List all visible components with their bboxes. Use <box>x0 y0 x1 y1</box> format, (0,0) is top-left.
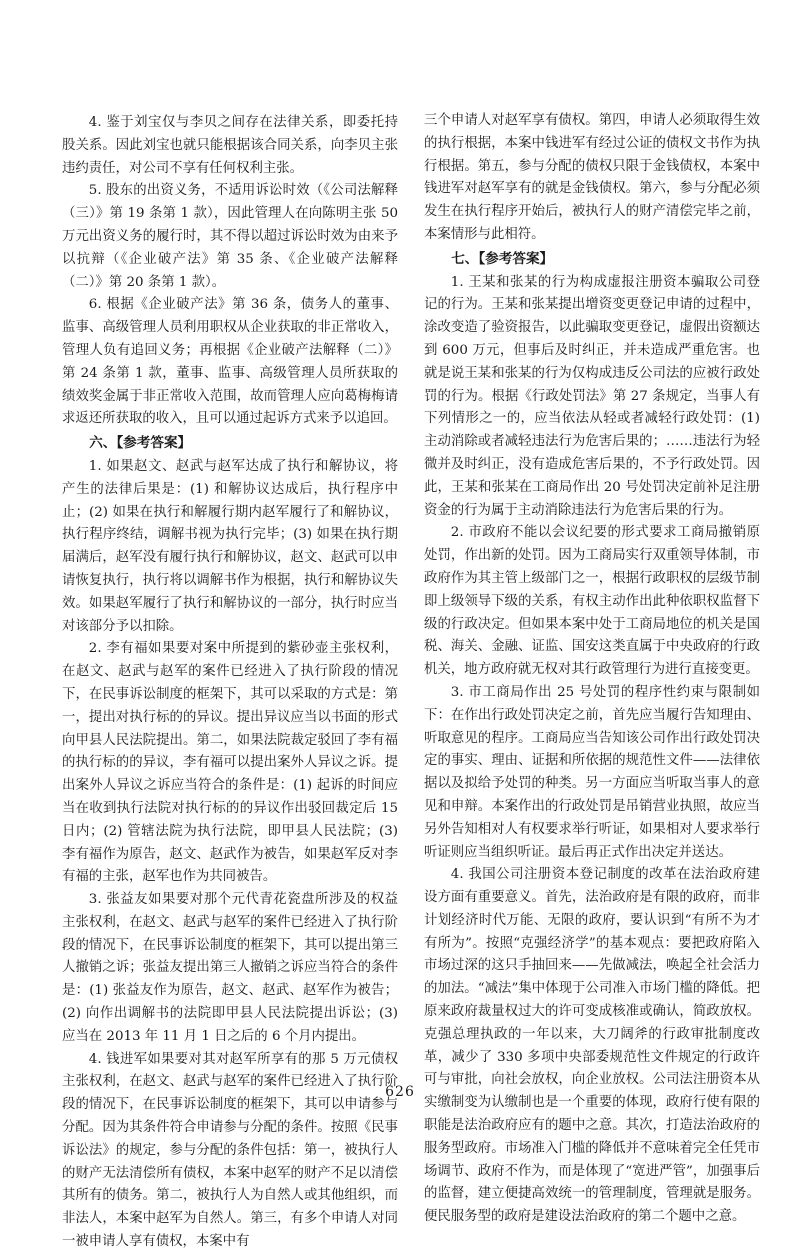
section-7-answer-3: 3. 市工商局作出 25 号处罚的程序性约束与限制如下：在作出行政处罚决定之前，首先应当履行告知理由、听取意见的程序。工商局应当告知该公司作出行政处罚决定的事实、理由、证据和所依据的规范性文件——法律依据以及拟给予处罚的种类。另一方面应当听取当事人的意见和申辩。本案作出的行政处罚是吊销营业执照，故应当另外告知相对人有权要求举行听证，如果相对人要求举行听证则应当组织听证。最后再正式作出决定并送达。 <box>424 684 760 860</box>
page-number: 626 <box>385 1084 415 1100</box>
section-6-answer-4-continued: 三个申请人对赵军享有债权。第四，申请人必须取得生效的执行根据，本案中钱进军有经过公证的债权文书作为执行根据。第五，参与分配的债权只限于金钱债权，本案中钱进军对赵军享有的就是金钱债权。第六，参与分配必须发生在执行程序开始后，被执行人的财产清偿完毕之前，本案情形与此相符。 <box>424 113 760 242</box>
section-7-answer-2: 2. 市政府不能以会议纪要的形式要求工商局撤销原处罚，作出新的处罚。因为工商局实行双重领导体制，市政府作为其主管上级部门之一，根据行政职权的层级节制即上级领导下级的关系，有权主动作出此种依职权监督下级的行政决定。但如果本案中处于工商局地位的机关是国税、海关、金融、证监、国安这类直属于中央政府的行政机关，地方政府就无权对其行政管理行为进行直接变更。 <box>424 525 760 678</box>
left-column <box>62 112 398 1254</box>
paragraph-item-5: 5. 股东的出资义务，不适用诉讼时效（《公司法解释（三）》第 19 条第 1 款），因此管理人在向陈明主张 50 万元出资义务的履行时，其不得以超过诉讼时效为由来予以抗辩（《企业破产法》第 35 条、《企业破产法解释（二）》第 20 条第 1 款）。 <box>62 183 398 290</box>
section-7-heading: 七、【参考答案】 <box>451 250 554 267</box>
section-6-answer-3: 3. 张益友如果要对那个元代青花瓷盘所涉及的权益主张权利，在赵文、赵武与赵军的案件已经进入了执行阶段的情况下，在民事诉讼制度的框架下，其可以提出第三人撤销之诉；张益友提出第三人撤销之诉应当符合的条件是：(1) 张益友作为原告，赵文、赵武、赵军作为被告；(2) 向作出调解书的法院即甲县人民法院提出诉讼；(3) 应当在 2013 年 11 月 1 日之后的 6 个月内提出。 <box>62 892 398 1044</box>
section-6-answer-2: 2. 李有福如果要对案中所提到的紫砂壶主张权利，在赵文、赵武与赵军的案件已经进入了执行阶段的情况下，在民事诉讼制度的框架下，其可以采取的方式是：第一，提出对执行标的的异议。提出异议应当以书面的形式向甲县人民法院提出。第二，如果法院裁定驳回了李有福的执行标的的异议，李有福可以提出案外人异议之诉。提出案外人异议之诉应当符合的条件是：(1) 起诉的时间应当在收到执行法院对执行标的的异议作出驳回裁定后 15 日内；(2) 管辖法院为执行法院，即甲县人民法院；(3) 李有福作为原告，赵文、赵武作为被告，如果赵军反对李有福的主张，赵军也作为共同被告。 <box>62 641 398 885</box>
paragraph-item-6: 6. 根据《企业破产法》第 36 条，债务人的董事、监事、高级管理人员利用职权从企业获取的非正常收入，管理人负有追回义务；再根据《企业破产法解释（二）》第 24 条第 1 款，董事、监事、高级管理人员所获取的绩效奖金属于非正常收入范围，故而管理人应向葛梅梅请求返还所获取的收入，且可以通过起诉方式来予以追回。 <box>62 297 398 427</box>
paragraph-item-4: 4. 鉴于刘宝仅与李贝之间存在法律关系，即委托持股关系。因此刘宝也就只能根据该合同关系，向李贝主张违约责任，对公司不享有任何权利主张。 <box>62 115 398 176</box>
section-6-answer-4: 4. 钱进军如果要对其对赵军所享有的那 5 万元债权主张权利，在赵文、赵武与赵军的案件已经进入了执行阶段的情况下，在民事诉讼制度的框架下，其可以申请参与分配。因为其条件符合申请参与分配的条件。按照《民事诉讼法》的规定，参与分配的条件包括：第一，被执行人的财产无法清偿所有债权，本案中赵军的财产不足以清偿其所有的债务。第二，被执行人为自然人或其他组织，而非法人，本案中赵军为自然人。第三，有多个申请人对同一被申请人享有债权，本案中有 <box>62 1051 398 1250</box>
section-6-answer-1: 1. 如果赵文、赵武与赵军达成了执行和解协议，将产生的法律后果是：(1) 和解协议达成后，执行程序中止；(2) 如果在执行和解履行期内赵军履行了和解协议，执行程序终结，调解书视为执行完毕；(3) 如果在执行期届满后，赵军没有履行执行和解协议，赵文、赵武可以申请恢复执行，执行将以调解书作为根据，执行和解协议失效。如果赵军履行了执行和解协议的一部分，执行时应当对该部分予以扣除。 <box>62 458 398 634</box>
section-7-answer-4: 4. 我国公司注册资本登记制度的改革在法治政府建设方面有重要意义。首先，法治政府是有限的政府，而非计划经济时代万能、无限的政府，要认识到“有所不为才有所为”。按照“克强经济学”的基本观点：要把政府陷入市场过深的这只手抽回来——先做减法，唤起全社会活力的加法。“减法”集中体现于公司准入市场门槛的降低。把原来政府裁量权过大的许可变成核准或确认，简政放权。克强总理执政的一年以来，大刀阔斧的行政审批制度改革，减少了 330 多项中央部委规范性文件规定的行政许可与审批，向社会放权，向企业放权。公司法注册资本从实缴制变为认缴制也是一个重要的体现，政府行使有限的职能是法治政府应有的题中之意。其次，打造法治政府的服务型政府。市场准入门槛的降低并不意味着完全任凭市场调节、政府不作为，而是体现了“宽进严管”，加强事后的监督，建立便捷高效统一的管理制度，管理就是服务。便民服务型的政府是建设法治政府的第二个题中之意。 <box>424 867 760 1225</box>
right-column <box>424 110 760 1229</box>
section-6-heading: 六、【参考答案】 <box>89 435 192 452</box>
section-7-answer-1: 1. 王某和张某的行为构成虚报注册资本骗取公司登记的行为。王某和张某提出增资变更登记申请的过程中，涂改变造了验资报告，以此骗取变更登记，虚假出资额达到 600 万元，但事后及时纠正，并未造成严重危害。也就是说王某和张某的行为仅构成违反公司法的应被行政处罚的行为。根据《行政处罚法》第 27 条规定，当事人有下列情形之一的，应当依法从轻或者减轻行政处罚：(1) 主动消除或者减轻违法行为危害后果的；……违法行为轻微并及时纠正，没有造成危害后果的，不予行政处罚。因此，王某和张某在工商局作出 20 号处罚决定前补足注册资金的行为属于主动消除违法行为危害后果的行为。 <box>424 274 760 518</box>
